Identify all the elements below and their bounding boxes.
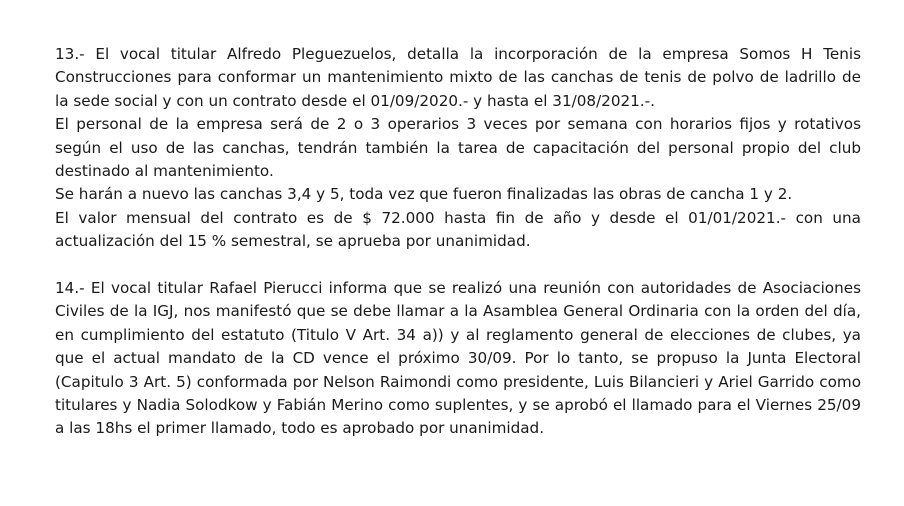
item-13-courts-paragraph: Se harán a nuevo las canchas 3,4 y 5, toda vez que fueron finalizadas las obras de cancha 1 y 2. <box>55 185 793 204</box>
document-page <box>55 43 861 441</box>
item-13-contract-value-paragraph: El valor mensual del contrato es de $ 72.000 hasta fin de año y desde el 01/01/2021.- con una actualización del 15 % semestral, se aprueba por unanimidad. <box>55 208 861 251</box>
item-14-paragraph: 14.- El vocal titular Rafael Pierucci informa que se realizó una reunión con autoridades de Asociaciones Civiles de la IGJ, nos manifestó que se debe llamar a la Asamblea General Ordinaria con la orden del día, en cumplimiento del estatuto (Titulo V Art. 34 a)) y al reglamento general de elecciones de clubes, ya que el actual mandato de la CD vence el próximo 30/09. Por lo tanto, se propuso la Junta Electoral (Capitulo 3 Art. 5) conformada por Nelson Raimondi como presidente, Luis Bilancieri y Ariel Garrido como titulares y Nadia Solodkow y Fabián Merino como suplentes, y se aprobó el llamado para el Viernes 25/09 a las 18hs el primer llamado, todo es aprobado por unanimidad. <box>55 279 861 438</box>
item-13-paragraph: 13.- El vocal titular Alfredo Pleguezuelos, detalla la incorporación de la empresa Somos H Tenis Construcciones para conformar un mantenimiento mixto de las canchas de tenis de polvo de ladrillo de la sede social y con un contrato desde el 01/09/2020.- y hasta el 31/08/2021.-. <box>55 45 861 110</box>
item-13-staff-paragraph: El personal de la empresa será de 2 o 3 operarios 3 veces por semana con horarios fijos y rotativos según el uso de las canchas, tendrán también la tarea de capacitación del personal propio del club destinado al mantenimiento. <box>55 115 861 181</box>
paragraph-gap <box>55 254 861 277</box>
